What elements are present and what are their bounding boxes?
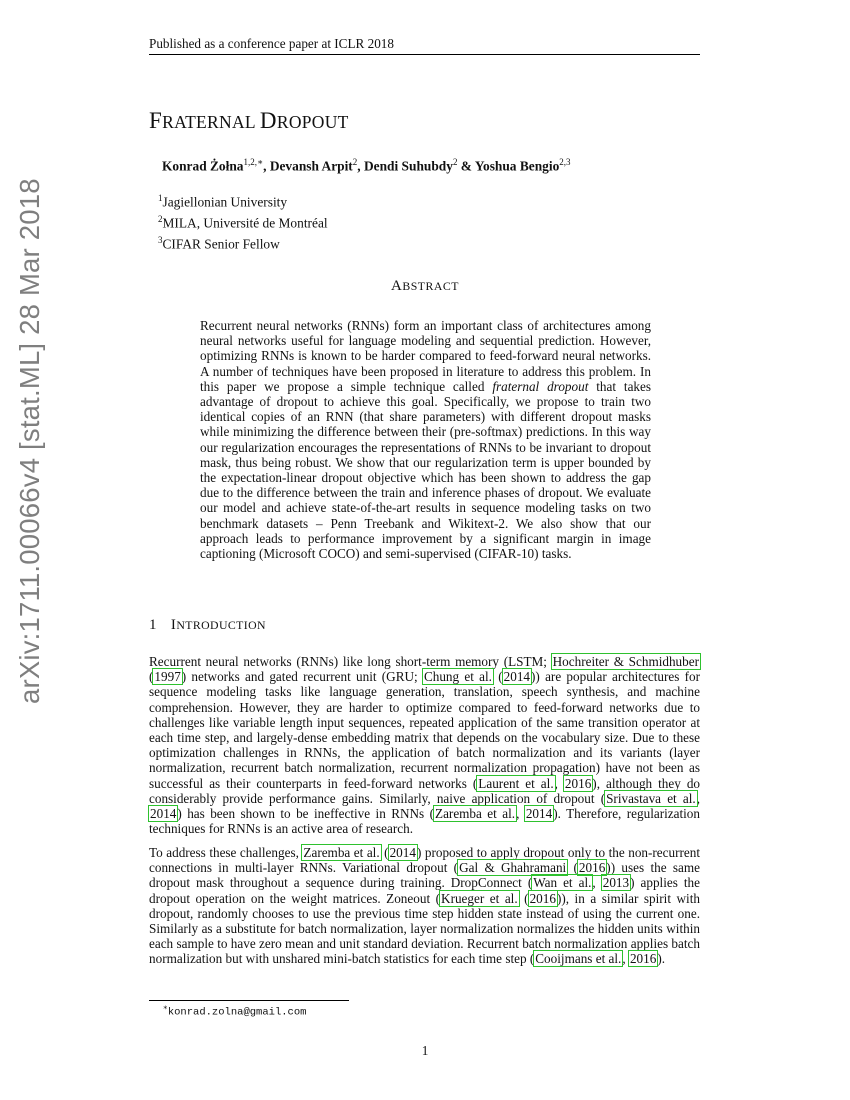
citation-link[interactable]: Hochreiter & Schmidhuber xyxy=(552,654,699,669)
citation-link[interactable]: Gal & Ghahramani xyxy=(459,860,567,876)
citation-year-link[interactable]: 2016 xyxy=(629,951,657,967)
running-header: Published as a conference paper at ICLR 2018 xyxy=(149,36,394,51)
footnote: ∗konrad.zolna@gmail.com xyxy=(163,1004,307,1019)
paragraph: To address these challenges, Zaremba et al. (2014) proposed to apply dropout only to the non-recurrent connections in multi-layer RNNs. Variational dropout (Gal & Ghahramani (2016)) uses the same dropout mask throughout a sequence during training. DropConnect (Wan et al., 2013) applies the dropout operation on the weight matrices. Zoneout (Krueger et al. (2016)), in a similar spirit with dropout, randomly chooses to use the previous time step hidden state instead of using the current one. Similarly as a substitute for batch normalization, layer normalization normalizes the hidden units within each sample to have zero mean and unit standard deviation. Recurrent batch normalization applies batch normalization but with unshared mini-batch statistics for each time step (Cooijmans et al., 2016). xyxy=(149,845,700,967)
section-heading: 1 INTRODUCTION xyxy=(149,617,266,633)
citation-link[interactable]: Zaremba et al. xyxy=(435,806,516,822)
citation-link[interactable]: Cooijmans et al. xyxy=(535,951,622,967)
header-rule xyxy=(149,54,700,55)
author-name: Devansh Arpit xyxy=(269,158,353,174)
citation-year-link[interactable]: 2016 xyxy=(564,775,592,791)
citation-year-link[interactable]: 2016 xyxy=(529,890,556,906)
affiliation-list xyxy=(158,190,328,252)
author-name: Konrad Żołna xyxy=(162,158,244,174)
citation-year-link[interactable]: 2014 xyxy=(389,845,416,860)
affiliation: $^2$MILA, Université de Montréal xyxy=(158,213,328,231)
email-link[interactable]: konrad.zolna@gmail.com xyxy=(167,1006,307,1019)
citation-link[interactable]: Srivastava et al. xyxy=(606,790,696,806)
citation-year-link[interactable]: 1997 xyxy=(154,669,181,685)
paper-title: FRATERNAL DROPOUT xyxy=(149,108,349,133)
citation-link[interactable]: Krueger et al. xyxy=(441,890,518,906)
citation-link[interactable]: Zaremba et al. xyxy=(303,845,380,860)
affiliation: $^3$CIFAR Senior Fellow xyxy=(158,234,280,251)
citation-link[interactable]: Chung et al. xyxy=(423,669,492,685)
citation-year-link[interactable]: 2014 xyxy=(503,669,531,685)
affiliation: $^1$Jagiellonian University xyxy=(158,193,288,210)
emphasis: fraternal dropout xyxy=(492,378,589,394)
author-name: Dendi Suhubdy xyxy=(363,158,453,174)
citation-year-link[interactable]: 2014 xyxy=(525,806,553,822)
footnote-rule xyxy=(149,1000,349,1001)
citation-year-link[interactable]: 2013 xyxy=(602,875,630,891)
citation-link[interactable]: Laurent et al. xyxy=(478,775,554,791)
citation-year-link[interactable]: 2016 xyxy=(578,860,606,876)
author-list: Konrad Żołna$^{1,2,∗}$, Devansh Arpit$^2$, Dendi Suhubdy$^2$ & Yoshua Bengio$^{2,3}$ xyxy=(162,157,571,174)
abstract-body: Recurrent neural networks (RNNs) form an important class of architectures among neural networks useful for language modeling and sequential prediction. However, optimizing RNNs is known to be harder compared to feed-forward neural networks. A number of techniques have been proposed in literature to address this problem. In this paper we propose a simple technique called fraternal dropout that takes advantage of dropout to achieve this goal. Specifically, we propose to train two identical copies of an RNN (that share parameters) with different dropout masks while minimizing the difference between their (pre-softmax) predictions. In this way our regularization encourages the representations of RNNs to be invariant to dropout mask, thus being robust. We show that our regularization term is upper bounded by the expectation-linear dropout objective which has been shown to address the gap due to the difference between the train and inference phases of dropout. We evaluate our model and achieve state-of-the-art results in sequence modeling tasks on two benchmark datasets – Penn Treebank and Wikitext-2. We also show that our approach leads to performance improvement by a significant margin in image captioning (Microsoft COCO) and semi-supervised (CIFAR-10) tasks. xyxy=(200,318,652,562)
citation-year-link[interactable]: 2014 xyxy=(150,806,177,822)
section-number: 1 xyxy=(149,617,157,633)
page-number: 1 xyxy=(421,1043,429,1058)
citation-link[interactable]: Wan et al. xyxy=(533,875,592,891)
author-name: Yoshua Bengio xyxy=(474,158,560,174)
paragraph: Recurrent neural networks (RNNs) like long short-term memory (LSTM; Hochreiter & Schmidhuber (1997) networks and gated recurrent unit (GRU; Chung et al. (2014)) are popular architectures for sequence modeling tasks like language generation, translation, speech synthesis, and machine comprehension. However, they are harder to optimize compared to feed-forward networks due to challenges like variable length input sequences, repeated application of the same transition operator at each time step, and largely-dense embedding matrix that depends on the vocabulary size. Due to these optimization challenges in RNNs, the application of batch normalization and its variants (layer normalization, recurrent batch normalization, recurrent normalization propagation) have not been as successful as their counterparts in feed-forward networks (Laurent et al., 2016), although they do considerably provide performance gains. Similarly, naive application of dropout (Srivastava et al., 2014) has been shown to be ineffective in RNNs (Zaremba et al., 2014). Therefore, regularization techniques for RNNs is an active area of research. xyxy=(149,654,701,837)
arxiv-stamp[interactable]: arXiv:1711.00066v4 [stat.ML] 28 Mar 2018 xyxy=(14,178,45,704)
abstract-heading: ABSTRACT xyxy=(391,278,459,294)
